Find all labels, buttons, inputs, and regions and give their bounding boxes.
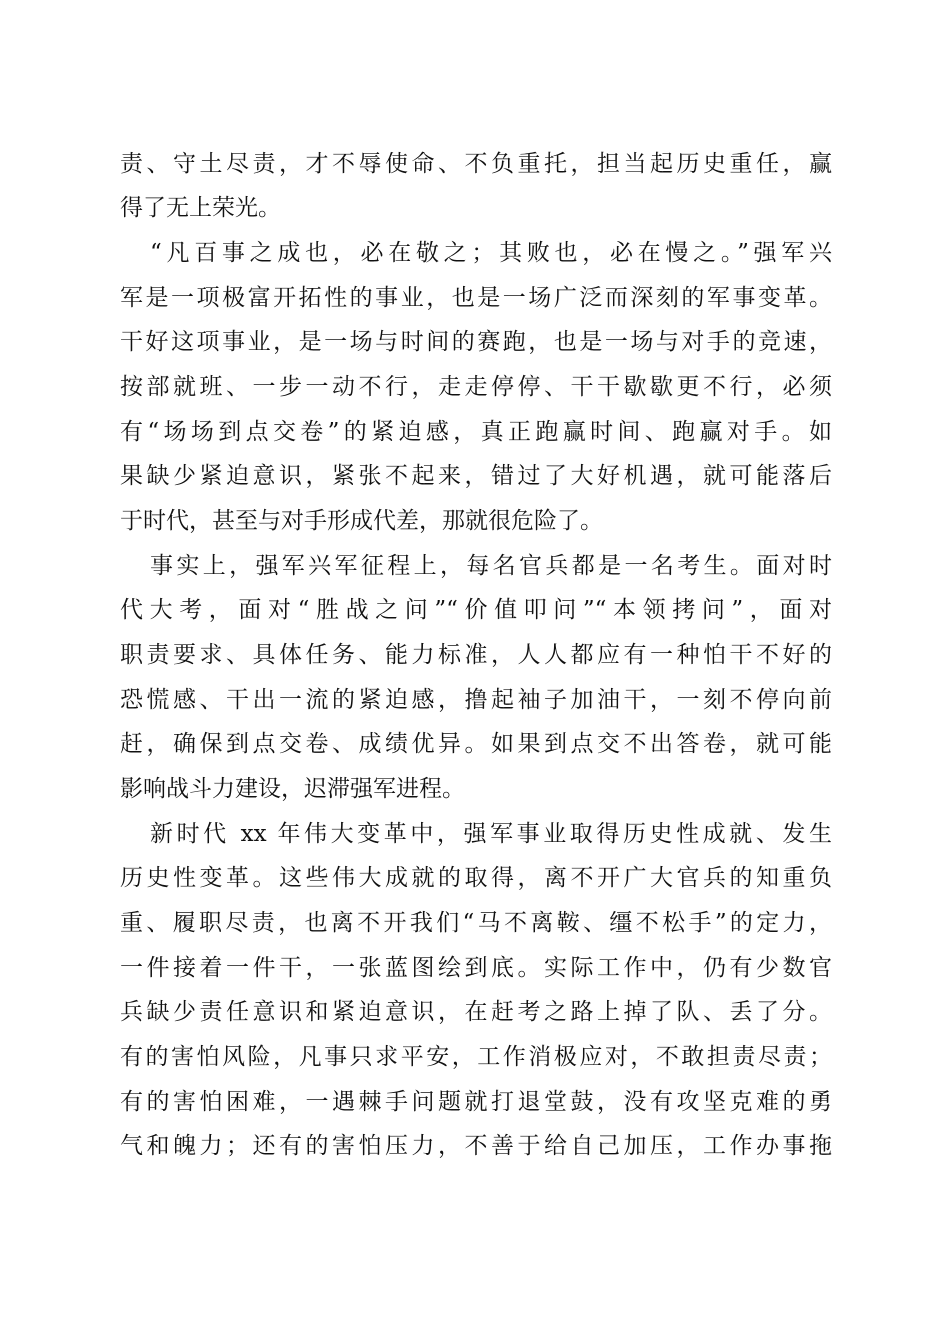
text-line: 恐慌感、干出一流的紧迫感，撸起袖子加油干，一刻不停向前 <box>120 687 832 713</box>
text-line: 有的害怕困难，一遇棘手问题就打退堂鼓，没有攻坚克难的勇 <box>120 1089 832 1115</box>
text-line: 按部就班、一步一动不行，走走停停、干干歇歇更不行，必须 <box>120 374 832 400</box>
text-line: 历史性变革。这些伟大成就的取得，离不开广大官兵的知重负 <box>120 865 832 891</box>
text-line: 兵缺少责任意识和紧迫意识，在赶考之路上掉了队、丢了分。 <box>120 999 832 1025</box>
text-line: 重、履职尽责，也离不开我们“马不离鞍、缰不松手”的定力， <box>120 910 832 936</box>
text-line: 事实上，强军兴军征程上，每名官兵都是一名考生。面对时 <box>150 553 832 579</box>
text-line: “凡百事之成也，必在敬之；其败也，必在慢之。”强军兴 <box>150 240 832 266</box>
text-line: 新时代 xx 年伟大变革中，强军事业取得历史性成就、发生 <box>150 821 832 847</box>
text-line: 有“场场到点交卷”的紧迫感，真正跑赢时间、跑赢对手。如 <box>120 419 832 445</box>
text-line: 责、守土尽责，才不辱使命、不负重托，担当起历史重任，赢 <box>120 151 832 177</box>
text-line: 一件接着一件干，一张蓝图绘到底。实际工作中，仍有少数官 <box>120 955 832 981</box>
text-line: 影响战斗力建设，迟滞强军进程。 <box>120 776 465 802</box>
text-line: 气和魄力；还有的害怕压力，不善于给自己加压，工作办事拖 <box>120 1133 832 1159</box>
text-line: 职责要求、具体任务、能力标准，人人都应有一种怕干不好的 <box>120 642 832 668</box>
text-line: 于时代，甚至与对手形成代差，那就很危险了。 <box>120 508 603 534</box>
text-line: 军是一项极富开拓性的事业，也是一场广泛而深刻的军事变革。 <box>120 285 832 311</box>
text-line: 代大考，面对“胜战之问”“价值叩问”“本领拷问”，面对 <box>120 597 832 623</box>
text-line: 干好这项事业，是一场与时间的赛跑，也是一场与对手的竞速， <box>120 329 832 355</box>
text-line: 有的害怕风险，凡事只求平安，工作消极应对，不敢担责尽责； <box>120 1044 832 1070</box>
text-line: 赶，确保到点交卷、成绩优异。如果到点交不出答卷，就可能 <box>120 731 832 757</box>
text-line: 得了无上荣光。 <box>120 195 281 221</box>
text-line: 果缺少紧迫意识，紧张不起来，错过了大好机遇，就可能落后 <box>120 463 832 489</box>
